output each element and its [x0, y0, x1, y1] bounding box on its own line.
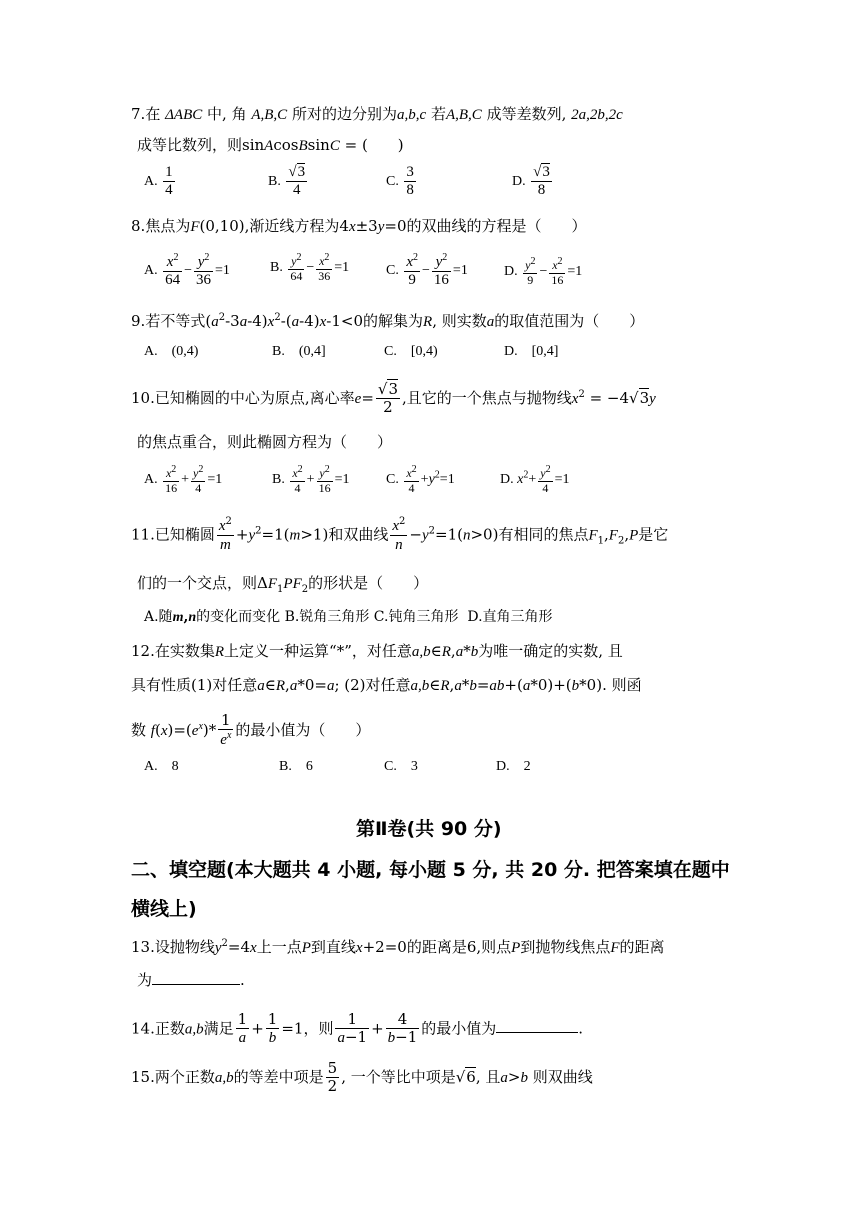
q11-text: 已知椭圆 [154, 525, 215, 544]
q14-text: 正数 [154, 1019, 185, 1038]
q7-line2: 成等比数列，则sinAcosBsinC = ( ) [137, 136, 404, 154]
q7-option-d: D. $\frac{√3}{8}$ [512, 164, 550, 199]
q13-line1: 13.设抛物线$y^2=4x$上一点P到直线x+2=0的距离是6,则点P到抛物线焦点F的距离 [131, 938, 665, 956]
option-a-label: A.随 [144, 609, 173, 625]
q14-text: 满足 [203, 1019, 234, 1038]
q12-option-a: A. 8 [144, 759, 179, 774]
option-label: A. [144, 262, 158, 278]
q10-text: ,且它的一个焦点与抛物线 [402, 388, 572, 407]
q7-option-c: C. $\frac{3}{8}$ [386, 164, 414, 199]
option-label: C. [386, 262, 399, 278]
q7-text: 成等差数列, [486, 105, 567, 123]
q9-text: 的解集为 [363, 312, 424, 330]
q12-option-c: C. 3 [384, 759, 418, 774]
option-label: B. [270, 260, 283, 276]
q10-option-c: C. $\frac{x^2}{4}$ $+y^2=1$ [386, 464, 455, 495]
q14-text: ，则 [303, 1019, 334, 1038]
q7-option-b: B. $\frac{√3}{4}$ [268, 164, 306, 199]
q13-text: 到直线 [310, 938, 356, 956]
option-label: A. [144, 173, 158, 189]
q-number: 12. [131, 642, 155, 660]
q-number: 8. [131, 217, 146, 235]
q10-option-d: D. $x^2+$ $\frac{y^2}{4}$ =1 [500, 464, 570, 495]
q8-line1: 8.焦点为F(0,10),渐近线方程为4x±3y=0的双曲线的方程是（ ） [131, 217, 587, 235]
q14-text: 的最小值为 [421, 1019, 497, 1038]
q10-option-b: B. $\frac{x^2}{4}$ + $\frac{y^2}{16}$ =1 [272, 464, 350, 495]
option-label: B. [272, 472, 285, 488]
part2-heading-line2: 横线上) [131, 898, 197, 920]
q13-text: 为 [137, 971, 153, 989]
q12-text: (2)对任意 [344, 676, 411, 694]
option-b-text: B.锐角三角形 [284, 609, 370, 625]
q7-text: 所对的边分别为 [291, 105, 397, 123]
q8-text: ,渐近线方程为 [244, 217, 340, 235]
q-number: 7. [131, 105, 146, 123]
q11-text: 有相同的焦点 [498, 525, 589, 544]
q9-line1: 9.若不等式$(a^2-3a-4)x^2-(a-4)x-1<0$的解集为R, 则实数a的取值范围为（ ） [131, 312, 645, 330]
option-label: D. [504, 264, 518, 280]
q15-text: 两个正数 [154, 1067, 215, 1086]
q8-text: 焦点为 [145, 217, 191, 235]
answer-blank[interactable] [152, 970, 240, 985]
q-number: 9. [131, 312, 146, 330]
q12-line2: 具有性质(1)对任意a∈R,a*0=a; (2)对任意a,b∈R,a*b=ab+(a*0)+(b*0). 则函 [131, 676, 642, 694]
q15-text: 的等差中项是 [233, 1067, 324, 1086]
q7-text: 中, 角 [207, 105, 247, 123]
q13-text: 上一点 [256, 938, 302, 956]
q-number: 13. [131, 938, 155, 956]
q9-text: 的取值范围为（ ） [494, 312, 645, 330]
q11-line1: 11.已知椭圆 $\frac{x^2}{m}$ $+y^2=1(m>1)$和双曲线 $\frac{x^2}{n}$ $-y^2=1(n>0)$有相同的焦点$F_1,F_2,P$是它 [131, 516, 669, 554]
q9-option-d: D. [0,4] [504, 344, 559, 359]
q-number: 14. [131, 1019, 155, 1038]
q12-text: 具有性质(1)对任意 [131, 676, 258, 694]
q8-option-d: D. $\frac{y^2}{9}$ − $\frac{x^2}{16}$ =1 [504, 256, 583, 287]
q12-text: 在实数集 [154, 642, 215, 660]
q15-line1: 15.两个正数a,b的等差中项是 $\frac{5}{2}$ , 一个等比中项是√6, 且a>b 则双曲线 [131, 1059, 593, 1096]
q10-line2: 的焦点重合，则此椭圆方程为（ ） [137, 433, 393, 451]
option-label: D. [500, 472, 514, 488]
q13-text: 设抛物线 [154, 938, 215, 956]
q10-line1: 10.已知椭圆的中心为原点,离心率e= $\frac{√3}{2}$ ,且它的一个焦点与抛物线$x^2 = -4√3y$ [131, 380, 656, 417]
option-a-text: 的变化而变化 [196, 609, 281, 625]
section-title: 第Ⅱ卷(共 90 分) [356, 818, 502, 840]
q11-text: 是它 [638, 525, 669, 544]
q7-option-a: A. $\frac{1}{4}$ [144, 164, 173, 199]
q13-line2: 为 . [137, 971, 245, 989]
q7-text: 在 [145, 105, 161, 123]
q11-line2: 们的一个交点，则$\Delta F_1PF_2$的形状是（ ） [137, 574, 429, 595]
q9-text: , 则实数 [432, 312, 487, 330]
q7-text: = ( ) [344, 136, 404, 154]
part2-heading-line1: 二、填空题(本大题共 4 小题, 每小题 5 分, 共 20 分. 把答案填在题中 [131, 859, 730, 881]
q15-text: , 一个等比中项是 [341, 1067, 456, 1086]
q11-text: 们的一个交点，则 [137, 574, 258, 592]
q12-text: 上定义一种运算“*”，对任意 [224, 642, 412, 660]
q12-text: . 则函 [602, 676, 642, 694]
q10-option-a: A. $\frac{x^2}{16}$ + $\frac{y^2}{4}$ =1 [144, 464, 223, 495]
option-label: A. [144, 472, 158, 488]
q11-text: 和双曲线 [328, 525, 389, 544]
q11-text: 的形状是（ ） [308, 574, 429, 592]
q12-option-b: B. 6 [279, 759, 313, 774]
q-number: 11. [131, 525, 155, 544]
q13-text: 则点 [481, 938, 512, 956]
q13-text: 的距离 [619, 938, 665, 956]
q9-option-c: C. [0,4) [384, 344, 438, 359]
q8-option-c: C. $\frac{x^2}{9}$ − $\frac{y^2}{16}$ =1 [386, 252, 468, 289]
q11-options: A.随m,n的变化而变化 B.锐角三角形 C.钝角三角形 D.直角三角形 [144, 609, 553, 625]
q7-text: 成等比数列，则 [137, 136, 243, 154]
q13-text: 到抛物线焦点 [520, 938, 611, 956]
q12-text: 的最小值为（ ） [235, 720, 371, 739]
q13-text: 的距离是 [406, 938, 467, 956]
q7-text: 若 [430, 105, 446, 123]
q14-line1: 14.正数a,b满足 $\frac{1}{a}$ + $\frac{1}{b}$ =1，则 $\frac{1}{a-1}$ + $\frac{4}{b-1}$ 的最小值为 . [131, 1010, 584, 1047]
q9-option-a: A. (0,4) [144, 344, 199, 359]
q8-option-b: B. $\frac{y^2}{64}$ − $\frac{x^2}{36}$ =1 [270, 252, 350, 283]
q15-text: , 且 [475, 1067, 501, 1086]
q12-option-d: D. 2 [496, 759, 531, 774]
q-number: 15. [131, 1067, 155, 1086]
q9-option-b: B. (0,4] [272, 344, 326, 359]
q12-text: 数 [131, 720, 147, 739]
q12-text: 为唯一确定的实数, 且 [478, 642, 623, 660]
q8-option-a: A. $\frac{x^2}{64}$ − $\frac{y^2}{36}$ =1 [144, 252, 230, 289]
q7-line1: 7.在 ΔABC 中, 角 A,B,C 所对的边分别为a,b,c 若A,B,C 成等差数列, 2a,2b,2c [131, 105, 623, 123]
q12-line1: 12.在实数集R上定义一种运算“*”，对任意a,b∈R,a*b为唯一确定的实数, 且 [131, 642, 623, 660]
q8-text: 的双曲线的方程是（ ） [406, 217, 587, 235]
option-label: C. [386, 173, 399, 189]
option-label: B. [268, 173, 281, 189]
q10-text: 已知椭圆的中心为原点,离心率 [154, 388, 355, 407]
option-c-text: C.钝角三角形 [373, 609, 459, 625]
option-label: C. [386, 472, 399, 488]
q15-text: 则双曲线 [532, 1067, 593, 1086]
option-label: D. [512, 173, 526, 189]
q9-text: 若不等式 [145, 312, 206, 330]
q-number: 10. [131, 388, 155, 407]
answer-blank[interactable] [496, 1018, 578, 1033]
option-d-text: D.直角三角形 [467, 609, 553, 625]
q12-line3: 数 $f(x)=(e^x)*$ $\frac{1}{e^x}$ 的最小值为（ ） [131, 711, 371, 749]
